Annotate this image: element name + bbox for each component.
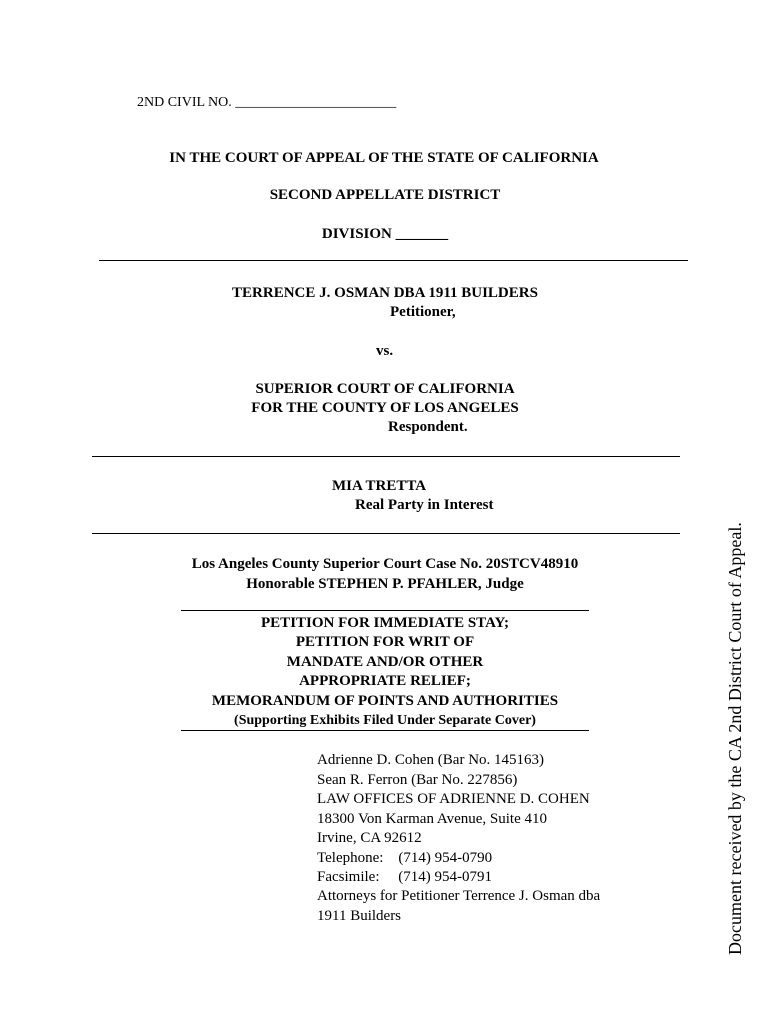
petitioner-role: Petitioner, bbox=[390, 304, 456, 320]
title-line-2: PETITION FOR WRIT OF bbox=[295, 634, 475, 650]
counsel-line: Facsimile: (714) 954-0791 bbox=[317, 869, 492, 885]
petitioner-name: TERRENCE J. OSMAN DBA 1911 BUILDERS bbox=[232, 285, 538, 301]
versus: vs. bbox=[376, 343, 394, 359]
civil-number: 2ND CIVIL NO. _______________________ bbox=[137, 95, 397, 110]
counsel-line: Sean R. Ferron (Bar No. 227856) bbox=[317, 772, 518, 788]
court-name bbox=[0, 149, 770, 167]
title-note: (Supporting Exhibits Filed Under Separate Cover) bbox=[234, 713, 536, 728]
respondent-role: Respondent. bbox=[388, 419, 468, 435]
counsel-line: Attorneys for Petitioner Terrence J. Osman dba bbox=[317, 888, 601, 904]
court-name-text: IN THE COURT OF APPEAL OF THE STATE OF CALIFORNIA bbox=[169, 150, 599, 166]
counsel-line: Irvine, CA 92612 bbox=[317, 830, 422, 846]
counsel-line: LAW OFFICES OF ADRIENNE D. COHEN bbox=[317, 791, 590, 807]
respondent-line-2: FOR THE COUNTY OF LOS ANGELES bbox=[251, 400, 519, 416]
counsel-line: 18300 Von Karman Avenue, Suite 410 bbox=[317, 811, 547, 827]
title-bottom-rule bbox=[181, 730, 589, 731]
counsel-line: 1911 Builders bbox=[317, 908, 402, 924]
title-top-rule bbox=[181, 610, 589, 611]
division: DIVISION _______ bbox=[321, 226, 449, 242]
counsel-line: Adrienne D. Cohen (Bar No. 145163) bbox=[317, 752, 545, 768]
divider bbox=[99, 260, 688, 261]
title-line-1: PETITION FOR IMMEDIATE STAY; bbox=[261, 615, 509, 631]
receipt-stamp: Document received by the CA 2nd District Court of Appeal. bbox=[725, 522, 745, 955]
title-line-5: MEMORANDUM OF POINTS AND AUTHORITIES bbox=[211, 693, 559, 709]
title-line-3: MANDATE AND/OR OTHER bbox=[286, 654, 484, 670]
respondent-line-1: SUPERIOR COURT OF CALIFORNIA bbox=[255, 381, 515, 397]
title-line-4: APPROPRIATE RELIEF; bbox=[299, 673, 471, 689]
divider bbox=[92, 533, 680, 534]
counsel-line: Telephone: (714) 954-0790 bbox=[317, 850, 493, 866]
lower-court-judge: Honorable STEPHEN P. PFAHLER, Judge bbox=[246, 576, 524, 592]
appellate-district: SECOND APPELLATE DISTRICT bbox=[269, 187, 501, 203]
real-party-name: MIA TRETTA bbox=[332, 478, 427, 494]
real-party-role: Real Party in Interest bbox=[355, 497, 494, 513]
divider bbox=[92, 456, 680, 457]
lower-court-case: Los Angeles County Superior Court Case No. 20STCV48910 bbox=[191, 556, 579, 572]
